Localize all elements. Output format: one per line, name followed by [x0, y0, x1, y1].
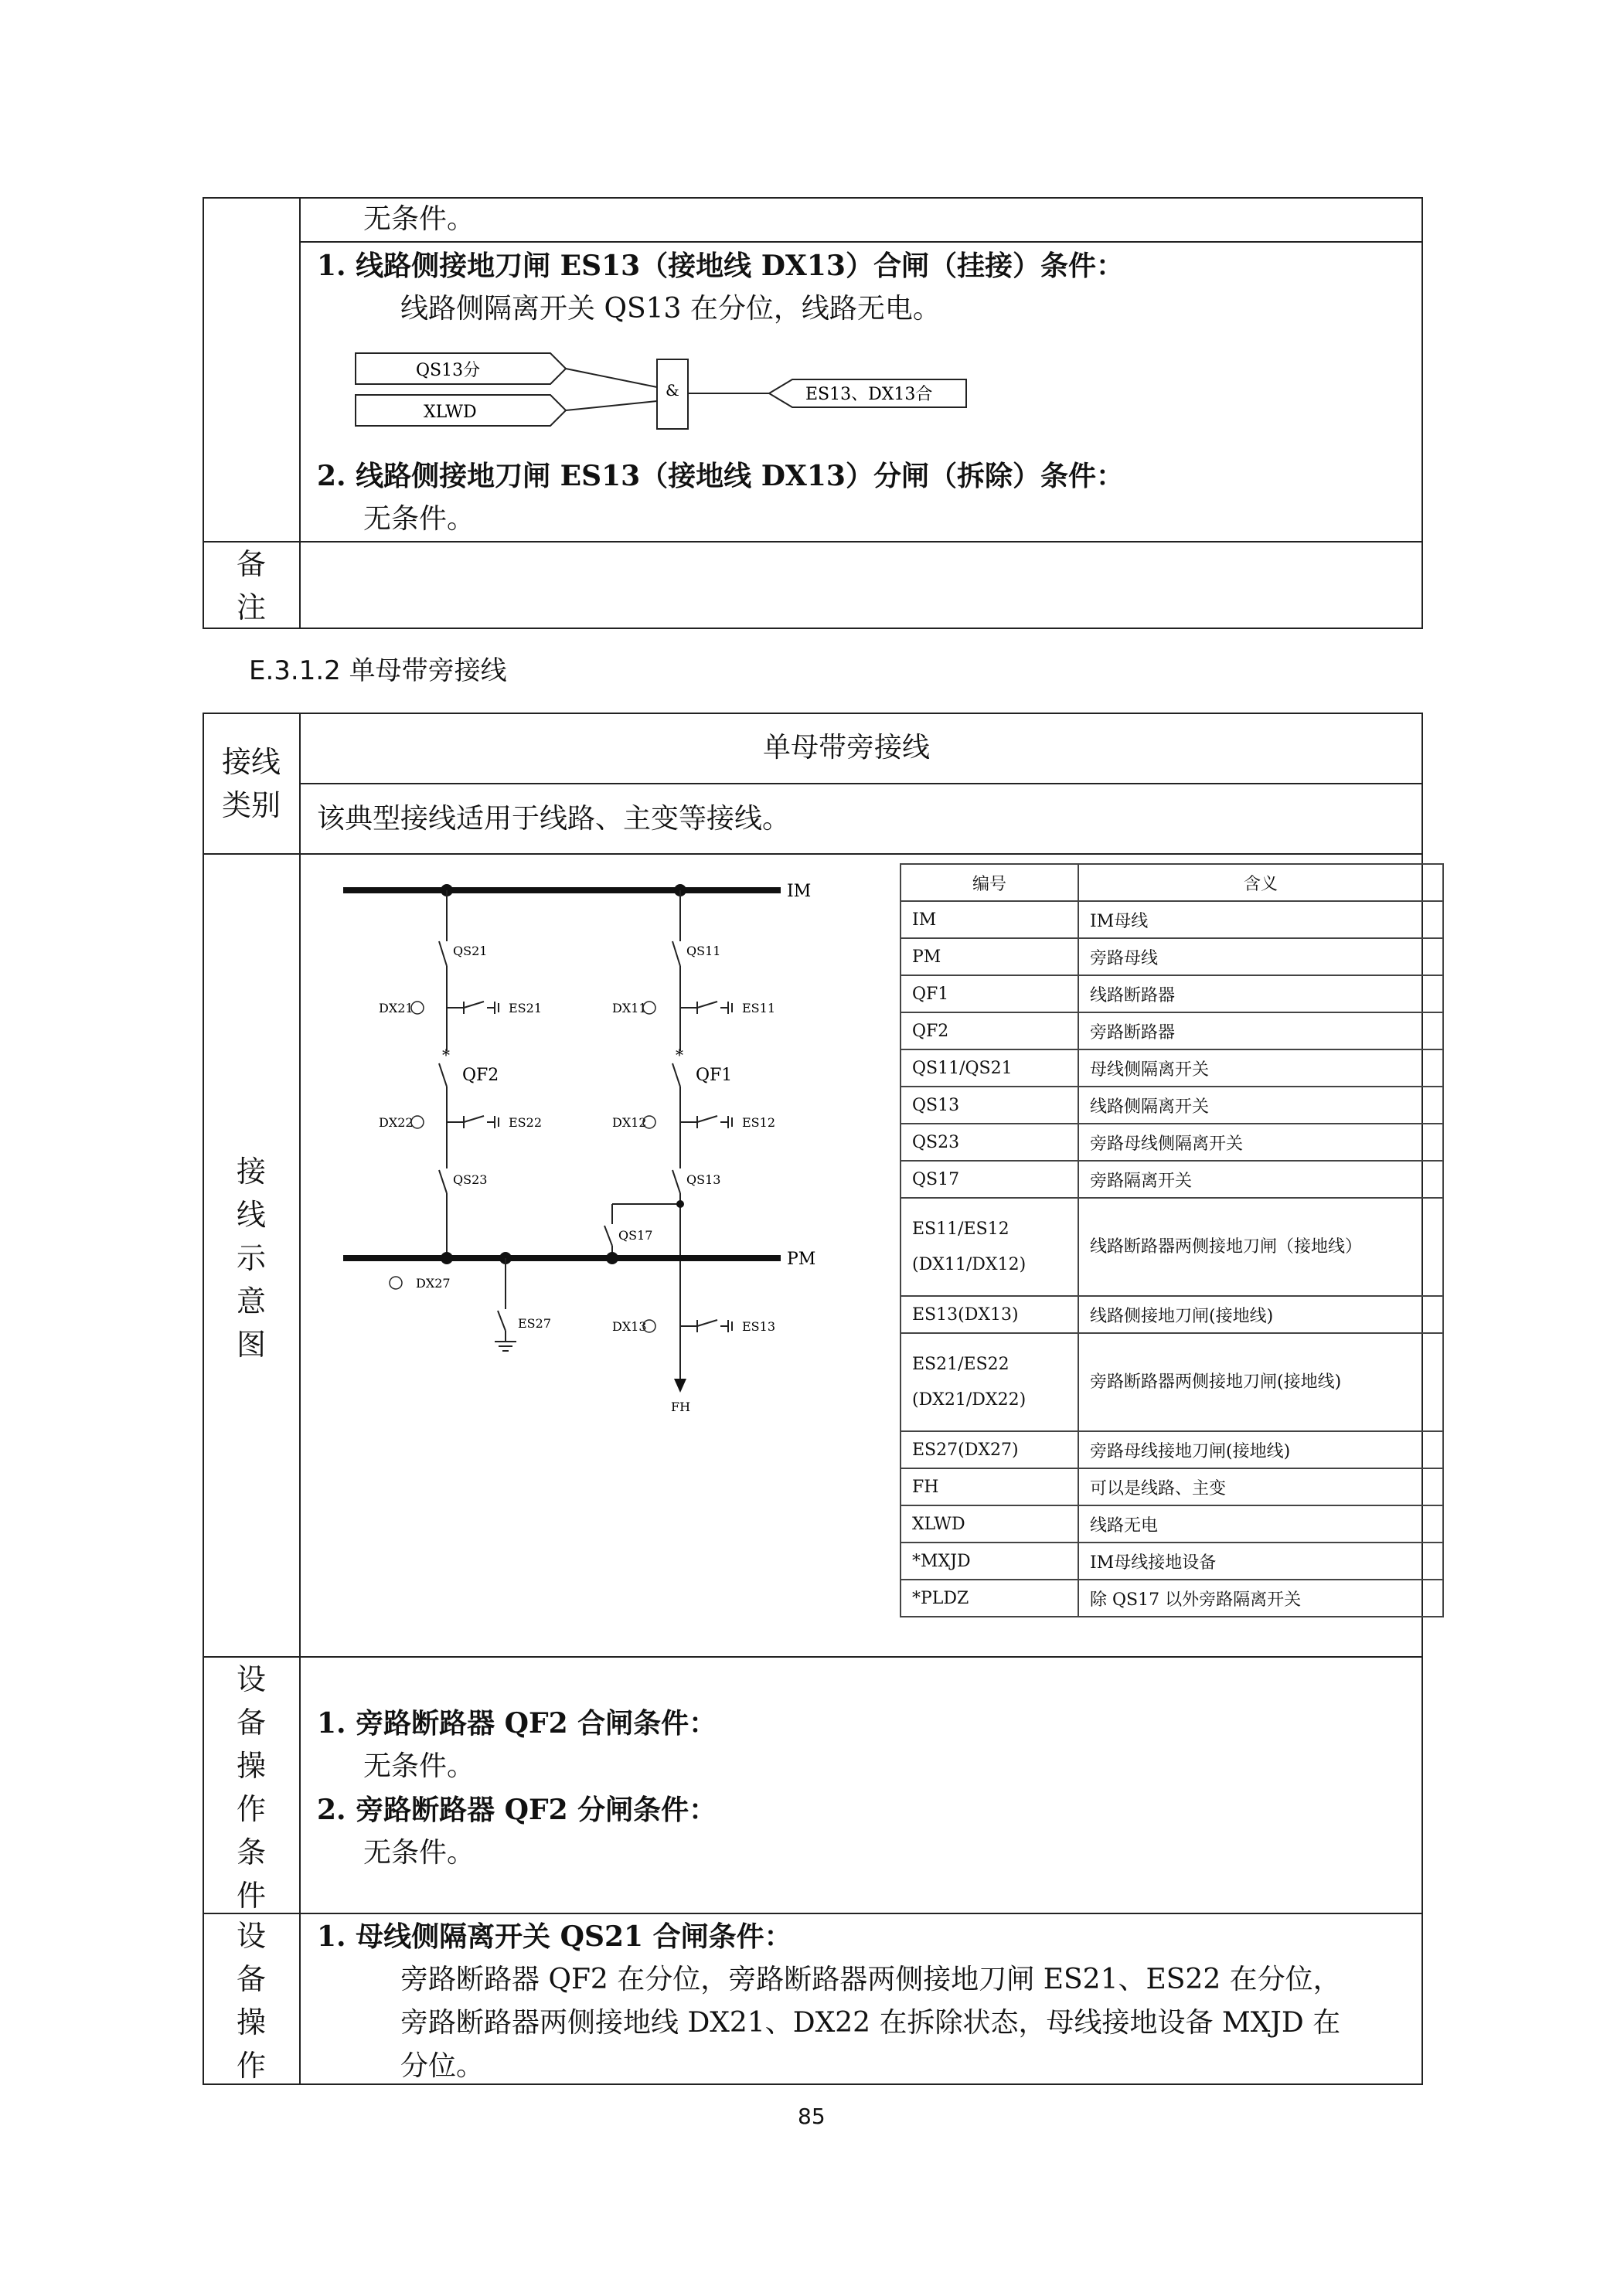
op1-heading: 1. 母线侧隔离开关 QS21 合闸条件： — [317, 1920, 792, 1953]
cond2-heading: 2. 旁路断路器 QF2 分闸条件： — [317, 1794, 717, 1826]
dx22-label: DX22 — [379, 1115, 414, 1130]
table-2-row-divider — [299, 783, 1423, 784]
legend-row: PM 旁路母线 — [901, 938, 1443, 975]
legend-row: QS23 旁路母线侧隔离开关 — [901, 1124, 1443, 1161]
legend-row: QS17 旁路隔离开关 — [901, 1161, 1443, 1198]
and-gate-label: & — [666, 381, 679, 400]
item2-body: 无条件。 — [363, 503, 475, 535]
svg-text:QS11: QS11 — [686, 944, 721, 958]
category-label: 接线 类别 — [221, 745, 281, 822]
svg-text:ES27: ES27 — [518, 1316, 551, 1331]
svg-text:DX27: DX27 — [416, 1276, 451, 1291]
section-heading: E.3.1.2 单母带旁接线 — [249, 655, 507, 686]
remark-label: 备 注 — [236, 547, 266, 624]
cond2-body: 无条件。 — [363, 1837, 475, 1869]
item1-heading: 1. 线路侧接地刀闸 ES13（接地线 DX13）合闸（挂接）条件： — [317, 250, 1124, 282]
arrow-down-icon — [674, 1379, 686, 1393]
table-2-row-divider — [203, 1913, 1423, 1914]
svg-text:*: * — [676, 1046, 683, 1064]
svg-text:QS21: QS21 — [453, 944, 488, 958]
disconnector-qs13 — [672, 1170, 680, 1193]
item1-body: 线路侧隔离开关 QS13 在分位，线路无电。 — [400, 293, 941, 325]
device-cond-label: 设 备 操 作 条 件 — [236, 1662, 266, 1913]
legend-row: QF1 线路断路器 — [901, 975, 1443, 1012]
op1-line: 旁路断路器两侧接地线 DX21、DX22 在拆除状态，母线接地设备 MXJD 在 — [400, 2007, 1341, 2039]
page-number: 85 — [798, 2104, 826, 2129]
svg-text:QS13: QS13 — [686, 1172, 721, 1187]
legend-row: ES27(DX27) 旁路母线接地刀闸(接地线) — [901, 1431, 1443, 1468]
legend-row: ES21/ES22 (DX21/DX22) 旁路断路器两侧接地刀闸(接地线) — [901, 1333, 1443, 1431]
cond1-body: 无条件。 — [363, 1750, 475, 1782]
device-op-label: 设 备 操 作 — [236, 1919, 266, 2083]
svg-text:ES12: ES12 — [742, 1115, 775, 1130]
logic-diagram — [348, 344, 982, 437]
disconnector-qs11 — [672, 941, 680, 966]
legend-table — [900, 863, 1444, 1617]
breaker-qf2 — [439, 1063, 447, 1087]
svg-text:QF1: QF1 — [696, 1066, 733, 1085]
ground-icon — [390, 1277, 402, 1289]
table-1-row-divider — [203, 541, 1423, 543]
legend-row: ⅠM ⅠM母线 — [901, 901, 1443, 938]
bus-im-label: ⅠM — [787, 882, 812, 901]
diagram-label: 接 线 示 意 图 — [236, 1155, 266, 1362]
table-description: 该典型接线适用于线路、主变等接线。 — [317, 803, 791, 835]
logic-output-label: ES13、DX13合 — [805, 385, 933, 404]
legend-header-row: 编号 含义 — [901, 864, 1443, 901]
table-1-col-divider — [299, 197, 301, 629]
legend-row: XLWD 线路无电 — [901, 1505, 1443, 1543]
dx13-label: DX13 — [612, 1319, 647, 1334]
logic-input-qs13-label: QS13分 — [416, 361, 481, 380]
disconnector-qs17 — [604, 1226, 612, 1246]
table-title: 单母带旁接线 — [763, 732, 931, 764]
cond1-heading: 1. 旁路断路器 QF2 合闸条件： — [317, 1707, 717, 1740]
disconnector-qs23 — [439, 1170, 447, 1193]
svg-text:FH: FH — [671, 1400, 691, 1414]
svg-text:ES13: ES13 — [742, 1319, 775, 1334]
dx21-label: DX21 — [379, 1001, 414, 1015]
wiring-diagram — [340, 866, 866, 1437]
legend-row: QS13 线路侧隔离开关 — [901, 1087, 1443, 1124]
svg-text:*: * — [442, 1046, 450, 1064]
legend-row: *PLDZ 除 QS17 以外旁路隔离开关 — [901, 1580, 1443, 1617]
legend-row: QF2 旁路断路器 — [901, 1012, 1443, 1049]
table-2-row-divider — [203, 853, 1423, 855]
logic-input-xlwd-label: XLWD — [424, 403, 477, 422]
svg-text:ES22: ES22 — [509, 1115, 542, 1130]
table-1-row-divider — [299, 241, 1423, 243]
legend-row: QS11/QS21 母线侧隔离开关 — [901, 1049, 1443, 1087]
svg-text:ES21: ES21 — [509, 1001, 542, 1015]
legend-row: ES13(DX13) 线路侧接地刀闸(接地线) — [901, 1296, 1443, 1333]
svg-text:QF2: QF2 — [462, 1066, 499, 1085]
dx12-label: DX12 — [612, 1115, 647, 1130]
legend-row: FH 可以是线路、主变 — [901, 1468, 1443, 1505]
breaker-qf1 — [672, 1063, 680, 1087]
bus-pm-label: PM — [787, 1250, 816, 1269]
earth-switch-es27 — [498, 1311, 506, 1331]
table-2-row-divider — [203, 1656, 1423, 1658]
op1-line: 旁路断路器 QF2 在分位，旁路断路器两侧接地刀闸 ES21、ES22 在分位， — [400, 1964, 1341, 1995]
op1-line: 分位。 — [400, 2050, 485, 2082]
svg-text:ES11: ES11 — [742, 1001, 775, 1015]
row0-text: 无条件。 — [363, 203, 475, 235]
disconnector-qs21 — [439, 941, 447, 966]
svg-text:QS17: QS17 — [618, 1228, 653, 1243]
legend-row: *MXJD ⅠM母线接地设备 — [901, 1543, 1443, 1580]
svg-text:QS23: QS23 — [453, 1172, 488, 1187]
item2-heading: 2. 线路侧接地刀闸 ES13（接地线 DX13）分闸（拆除）条件： — [317, 460, 1124, 492]
legend-row: ES11/ES12 (DX11/DX12) 线路断路器两侧接地刀闸（接地线） — [901, 1198, 1443, 1296]
table-2-col-divider — [299, 713, 301, 2085]
dx11-label: DX11 — [612, 1001, 647, 1015]
